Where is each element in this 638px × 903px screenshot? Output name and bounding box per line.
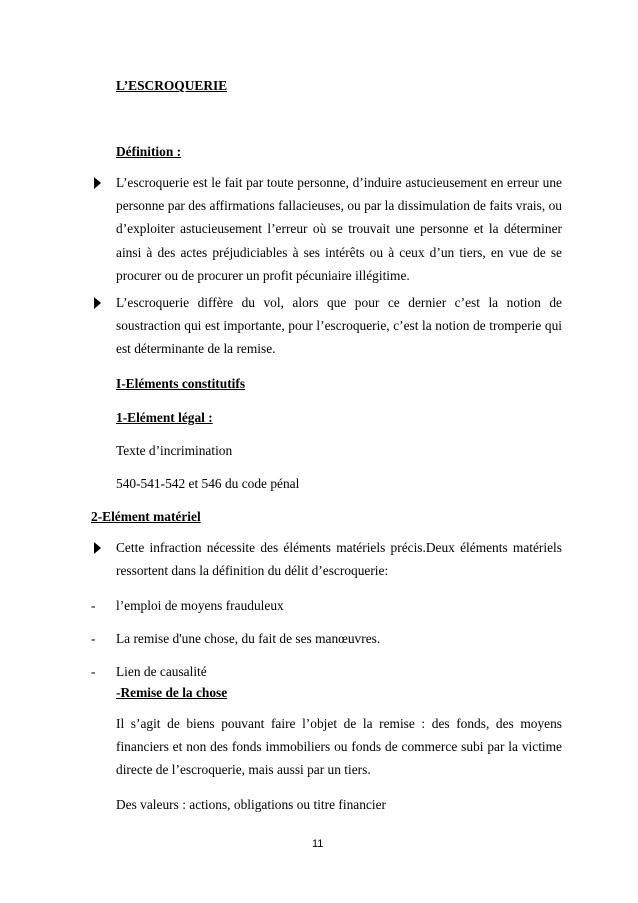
page-title: L’ESCROQUERIE <box>116 78 228 93</box>
bullet-paragraph-3: Cette infraction nécessite des éléments matériels précis.Deux éléments matériels ressortent dans la définition du délit d’escroquerie: <box>116 540 562 579</box>
dash-item-1: l’emploi de moyens frauduleux <box>116 598 284 613</box>
definition-heading: Définition : <box>116 144 182 159</box>
dash-item-3: Lien de causalité <box>116 664 207 679</box>
articles-text: 540-541-542 et 546 du code pénal <box>116 476 300 491</box>
dash-item-2: La remise d'une chose, du fait de ses manœuvres. <box>116 631 381 646</box>
bullet-paragraph-2: L’escroquerie diffère du vol, alors que pour ce dernier c’est la notion de soustraction qui est importante, pour l’escroquerie, c’est la notion de tromperie qui est déterminante de la remise. <box>116 295 562 357</box>
dash-marker: - <box>91 664 96 679</box>
section1-heading: I-Eléments constitutifs <box>116 376 246 391</box>
remise-paragraph: Il s’agit de biens pouvant faire l’objet de la remise : des fonds, des moyens financiers et non des fonds immobiliers ou fonds de commerce subi par la victime directe de l’escroquerie, mais aussi par un tiers. <box>116 716 562 778</box>
bullet-arrow-icon <box>94 177 101 189</box>
text-incrimination: Texte d’incrimination <box>116 443 233 458</box>
dash-marker: - <box>91 631 96 646</box>
subsection1-heading: 1-Elément légal : <box>116 410 213 425</box>
page-number: 11 <box>312 838 324 850</box>
bullet-paragraph-1: L’escroquerie est le fait par toute personne, d’induire astucieusement en erreur une personne par des affirmations fallacieuses, ou par la dissimulation de faits vrais, ou d’exploiter astucieusement l’erreur où se trouvait une personne et la déterminer ainsi à des actes préjudiciables à ses intérêts ou à ceux d’un tiers, en vue de se procurer ou de procurer un profit pécuniaire illégitime. <box>116 175 562 283</box>
remise-heading: -Remise de la chose <box>116 685 228 700</box>
section2-heading: 2-Elément matériel <box>91 509 201 524</box>
valeurs-text: Des valeurs : actions, obligations ou titre financier <box>116 797 386 812</box>
dash-marker: - <box>91 598 96 613</box>
bullet-arrow-icon <box>94 297 101 309</box>
bullet-arrow-icon <box>94 542 101 554</box>
